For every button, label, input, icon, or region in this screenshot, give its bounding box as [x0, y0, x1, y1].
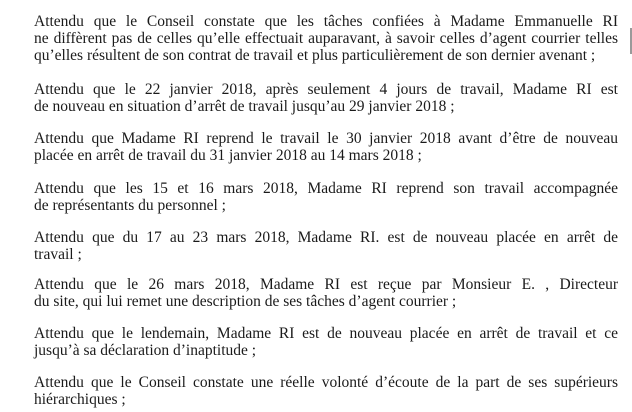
- text-line: qu’elles résultent de son contrat de travail et plus particulièrement de son dernier avenant ;: [34, 47, 596, 64]
- text-line: travail ;: [34, 246, 82, 263]
- paragraph-3: [34, 130, 618, 164]
- text-line: du site, qui lui remet une description de ses tâches d’agent courrier ;: [34, 293, 457, 310]
- paragraph-2: [34, 81, 618, 115]
- text-line: Attendu que Madame RI reprend le travail le 30 janvier 2018 avant d’être de nouveau: [34, 130, 618, 147]
- text-line: Attendu que le 22 janvier 2018, après seulement 4 jours de travail, Madame RI est: [34, 81, 618, 98]
- text-line: hiérarchiques ;: [34, 391, 126, 408]
- paragraph-8: [34, 374, 618, 408]
- text-line: placée en arrêt de travail du 31 janvier 2018 au 14 mars 2018 ;: [34, 147, 422, 164]
- text-line: ne diffèrent pas de celles qu’elle effectuait auparavant, à savoir celles d’agent courrier telles: [34, 30, 618, 47]
- text-line: jusqu’à sa déclaration d’inaptitude ;: [34, 342, 257, 359]
- paragraph-5: [34, 229, 618, 263]
- text-line: Attendu que du 17 au 23 mars 2018, Madame RI. est de nouveau placée en arrêt de: [34, 229, 618, 246]
- text-line: Attendu que le Conseil constate que les tâches confiées à Madame Emmanuelle RI: [34, 13, 618, 30]
- text-line: Attendu que les 15 et 16 mars 2018, Madame RI reprend son travail accompagnée: [34, 180, 618, 197]
- text-line: de représentants du personnel ;: [34, 197, 226, 214]
- text-line: Attendu que le Conseil constate une réelle volonté d’écoute de la part de ses supérieurs: [34, 374, 618, 391]
- text-line: Attendu que le lendemain, Madame RI est de nouveau placée en arrêt de travail et ce: [34, 325, 618, 342]
- paragraph-6: [34, 276, 618, 310]
- paragraph-1: [34, 13, 618, 64]
- text-line: de nouveau en situation d’arrêt de travail jusqu’au 29 janvier 2018 ;: [34, 98, 455, 115]
- paragraph-7: [34, 325, 618, 359]
- text-line: Attendu que le 26 mars 2018, Madame RI est reçue par Monsieur E. , Directeur: [34, 276, 618, 293]
- paragraph-4: [34, 180, 618, 214]
